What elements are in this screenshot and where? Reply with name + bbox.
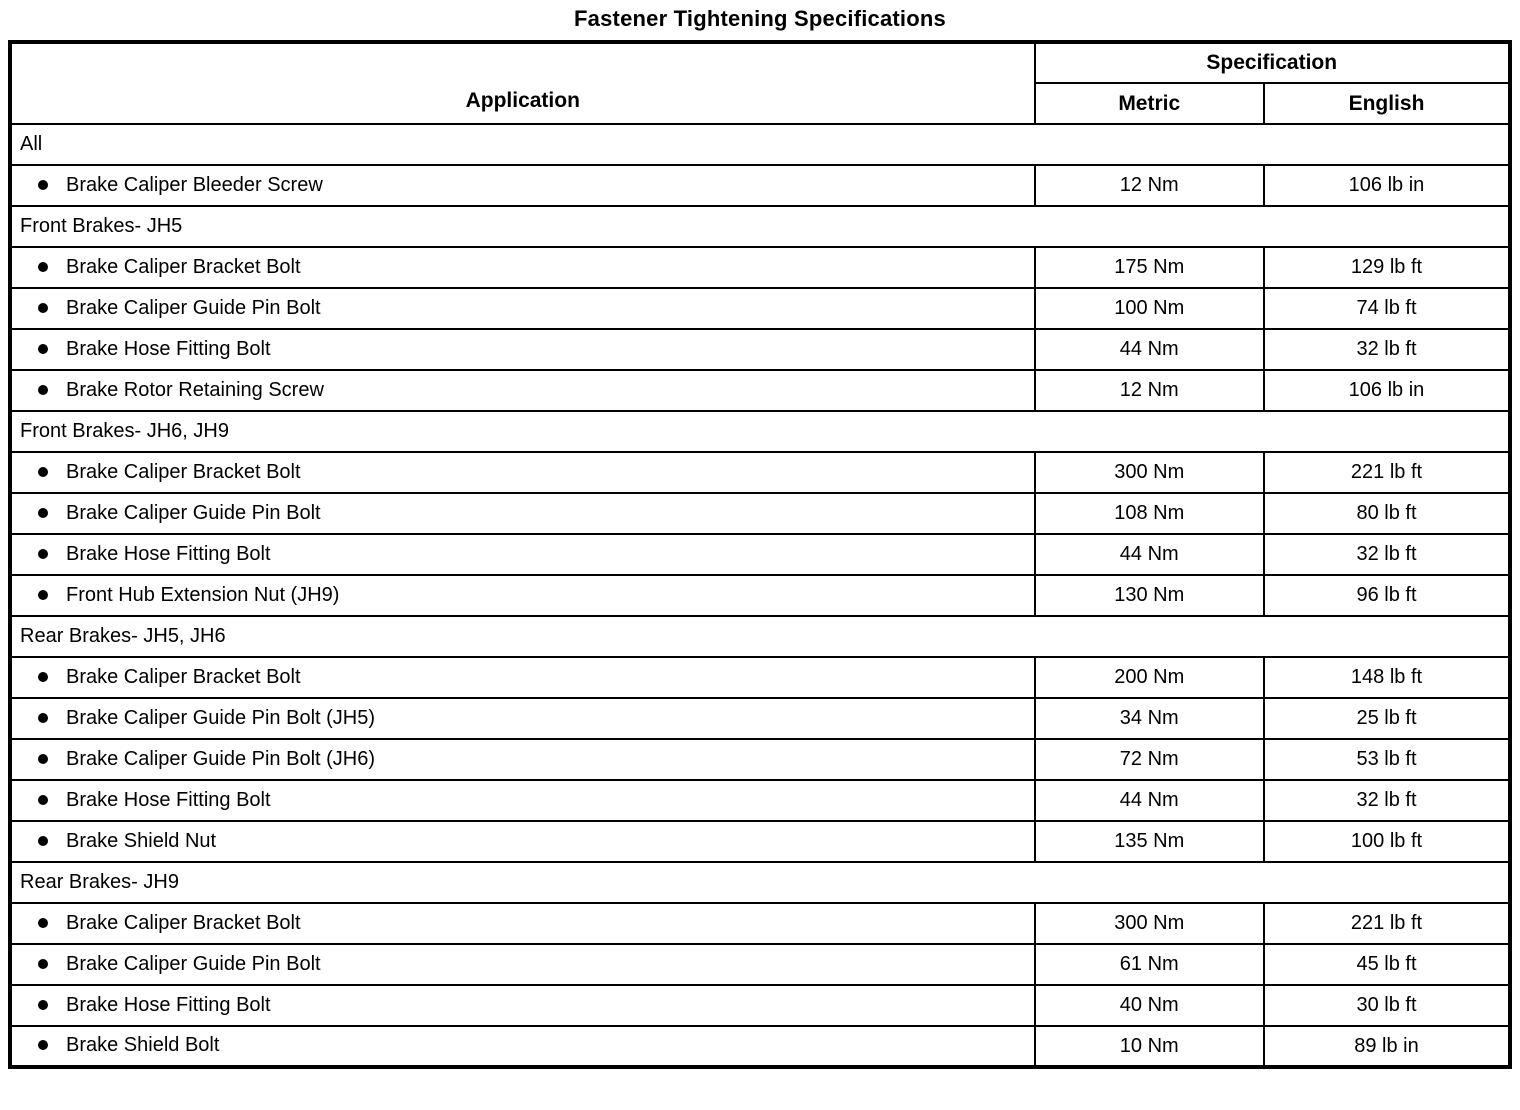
table-row	[10, 903, 1510, 944]
application-cell	[10, 452, 1035, 493]
metric-value: 12 Nm	[1035, 165, 1264, 206]
metric-value: 200 Nm	[1035, 657, 1264, 698]
item-label: Brake Caliper Bracket Bolt	[66, 461, 301, 484]
metric-value: 44 Nm	[1035, 329, 1264, 370]
application-cell	[10, 657, 1035, 698]
english-value: 106 lb in	[1264, 370, 1510, 411]
english-value: 100 lb ft	[1264, 821, 1510, 862]
item-label: Brake Rotor Retaining Screw	[66, 379, 324, 402]
metric-value: 72 Nm	[1035, 739, 1264, 780]
english-value: 30 lb ft	[1264, 985, 1510, 1026]
table-row	[10, 247, 1510, 288]
item-label: Brake Caliper Guide Pin Bolt (JH6)	[66, 748, 376, 771]
page-title: Fastener Tightening Specifications	[574, 6, 946, 31]
table-row	[10, 1026, 1510, 1067]
section-row	[10, 411, 1510, 452]
application-cell	[10, 1026, 1035, 1067]
table-row	[10, 657, 1510, 698]
application-cell	[10, 780, 1035, 821]
bullet-icon	[38, 795, 48, 805]
metric-value: 40 Nm	[1035, 985, 1264, 1026]
bullet-icon	[38, 672, 48, 682]
table-row	[10, 452, 1510, 493]
metric-value: 34 Nm	[1035, 698, 1264, 739]
english-value: 53 lb ft	[1264, 739, 1510, 780]
table-row	[10, 821, 1510, 862]
bullet-icon	[38, 508, 48, 518]
table-row	[10, 370, 1510, 411]
english-value: 45 lb ft	[1264, 944, 1510, 985]
english-value: 106 lb in	[1264, 165, 1510, 206]
item-label: Brake Caliper Bleeder Screw	[66, 174, 323, 197]
item-label: Brake Caliper Bracket Bolt	[66, 256, 301, 279]
item-label: Brake Caliper Guide Pin Bolt	[66, 297, 321, 320]
application-cell	[10, 698, 1035, 739]
application-cell	[10, 329, 1035, 370]
metric-value: 130 Nm	[1035, 575, 1264, 616]
english-value: 80 lb ft	[1264, 493, 1510, 534]
item-label: Brake Hose Fitting Bolt	[66, 338, 271, 361]
english-value: 32 lb ft	[1264, 329, 1510, 370]
specification-column-header: Specification	[1035, 42, 1511, 83]
application-column-header: Application	[10, 42, 1035, 124]
metric-value: 175 Nm	[1035, 247, 1264, 288]
english-value: 89 lb in	[1264, 1026, 1510, 1067]
bullet-icon	[38, 549, 48, 559]
metric-value: 44 Nm	[1035, 780, 1264, 821]
application-cell	[10, 493, 1035, 534]
metric-value: 61 Nm	[1035, 944, 1264, 985]
metric-value: 135 Nm	[1035, 821, 1264, 862]
item-label: Brake Hose Fitting Bolt	[66, 789, 271, 812]
table-row	[10, 575, 1510, 616]
section-row	[10, 124, 1510, 165]
bullet-icon	[38, 344, 48, 354]
english-value: 32 lb ft	[1264, 534, 1510, 575]
application-cell	[10, 165, 1035, 206]
application-cell	[10, 534, 1035, 575]
table-row	[10, 534, 1510, 575]
bullet-icon	[38, 836, 48, 846]
section-label: Rear Brakes- JH9	[10, 862, 1510, 903]
english-value: 221 lb ft	[1264, 903, 1510, 944]
english-value: 74 lb ft	[1264, 288, 1510, 329]
item-label: Brake Caliper Bracket Bolt	[66, 912, 301, 935]
application-cell	[10, 739, 1035, 780]
table-body	[10, 124, 1510, 1067]
bullet-icon	[38, 262, 48, 272]
application-cell	[10, 370, 1035, 411]
english-value: 96 lb ft	[1264, 575, 1510, 616]
application-cell	[10, 985, 1035, 1026]
english-column-header: English	[1264, 83, 1510, 124]
bullet-icon	[38, 1040, 48, 1050]
header-row-1	[10, 42, 1510, 83]
bullet-icon	[38, 754, 48, 764]
item-label: Brake Shield Bolt	[66, 1034, 220, 1057]
bullet-icon	[38, 959, 48, 969]
item-label: Brake Hose Fitting Bolt	[66, 543, 271, 566]
english-value: 25 lb ft	[1264, 698, 1510, 739]
metric-value: 12 Nm	[1035, 370, 1264, 411]
section-label: Front Brakes- JH5	[10, 206, 1510, 247]
bullet-icon	[38, 590, 48, 600]
item-label: Brake Caliper Bracket Bolt	[66, 666, 301, 689]
section-row	[10, 206, 1510, 247]
section-label: All	[10, 124, 1510, 165]
bullet-icon	[38, 467, 48, 477]
item-label: Brake Hose Fitting Bolt	[66, 994, 271, 1017]
metric-column-header: Metric	[1035, 83, 1264, 124]
section-row	[10, 616, 1510, 657]
item-label: Brake Shield Nut	[66, 830, 217, 853]
bullet-icon	[38, 385, 48, 395]
metric-value: 10 Nm	[1035, 1026, 1264, 1067]
metric-value: 300 Nm	[1035, 903, 1264, 944]
spec-table	[8, 40, 1512, 1069]
application-cell	[10, 247, 1035, 288]
metric-value: 300 Nm	[1035, 452, 1264, 493]
english-value: 148 lb ft	[1264, 657, 1510, 698]
application-cell	[10, 821, 1035, 862]
table-row	[10, 165, 1510, 206]
metric-value: 108 Nm	[1035, 493, 1264, 534]
item-label: Brake Caliper Guide Pin Bolt	[66, 502, 321, 525]
item-label: Brake Caliper Guide Pin Bolt	[66, 953, 321, 976]
bullet-icon	[38, 918, 48, 928]
metric-value: 44 Nm	[1035, 534, 1264, 575]
item-label: Front Hub Extension Nut (JH9)	[66, 584, 340, 607]
table-row	[10, 739, 1510, 780]
table-row	[10, 288, 1510, 329]
application-cell	[10, 575, 1035, 616]
section-label: Front Brakes- JH6, JH9	[10, 411, 1510, 452]
table-row	[10, 493, 1510, 534]
section-label: Rear Brakes- JH5, JH6	[10, 616, 1510, 657]
bullet-icon	[38, 303, 48, 313]
bullet-icon	[38, 180, 48, 190]
table-row	[10, 329, 1510, 370]
table-header	[10, 42, 1510, 124]
section-row	[10, 862, 1510, 903]
bullet-icon	[38, 1000, 48, 1010]
table-row	[10, 944, 1510, 985]
item-label: Brake Caliper Guide Pin Bolt (JH5)	[66, 707, 376, 730]
english-value: 32 lb ft	[1264, 780, 1510, 821]
application-cell	[10, 903, 1035, 944]
table-row	[10, 780, 1510, 821]
table-row	[10, 985, 1510, 1026]
application-cell	[10, 944, 1035, 985]
english-value: 129 lb ft	[1264, 247, 1510, 288]
english-value: 221 lb ft	[1264, 452, 1510, 493]
application-cell	[10, 288, 1035, 329]
bullet-icon	[38, 713, 48, 723]
table-row	[10, 698, 1510, 739]
metric-value: 100 Nm	[1035, 288, 1264, 329]
